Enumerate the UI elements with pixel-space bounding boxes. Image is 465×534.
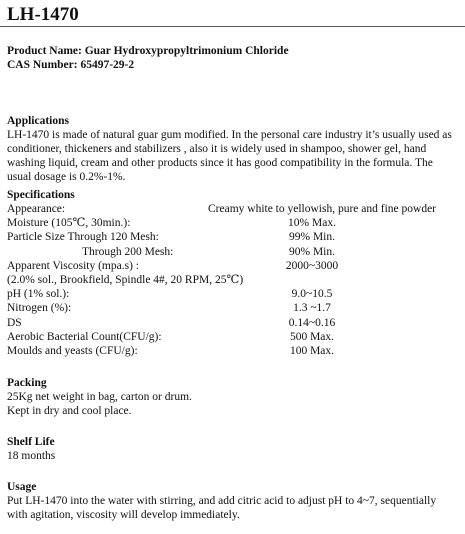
product-name: Product Name: Guar Hydroxypropyltrimonium Chloride xyxy=(7,45,289,57)
spec-label: Appearance: xyxy=(7,203,66,215)
spec-value: 1.3 ~1.7 xyxy=(293,302,331,315)
usage-section xyxy=(7,480,459,522)
spec-row xyxy=(7,259,459,273)
spec-value: 0.14~0.16 xyxy=(288,316,336,329)
spec-value: Creamy white to yellowish, pure and fine powder xyxy=(207,203,437,215)
spec-row xyxy=(7,316,459,330)
spec-row xyxy=(7,301,459,315)
packing-line: Kept in dry and cool place. xyxy=(7,405,132,417)
specifications-table xyxy=(7,202,459,358)
spec-value: 500 Max. xyxy=(289,330,335,343)
spec-label: Aerobic Bacterial Count(CFU/g): xyxy=(7,330,162,343)
shelf-life-heading: Shelf Life xyxy=(7,436,55,448)
applications-text: LH-1470 is made of natural guar gum modified. In the personal care industry it’s usually used as conditioner, thickeners and stabilizers , also it is widely used in shampoo, shower gel, hand washing liquid, cream and other products since it has good compatibility in the formula. The usual dosage is 0.2%-1%. xyxy=(7,129,452,183)
document-header xyxy=(7,4,459,26)
spec-label: Particle Size Through 120 Mesh: xyxy=(7,231,159,244)
spec-row xyxy=(7,245,459,259)
usage-heading: Usage xyxy=(7,481,37,493)
spec-value: 2000~3000 xyxy=(285,259,339,272)
spec-value: 90% Min. xyxy=(289,245,335,258)
spec-label: Moisture (105℃, 30min.): xyxy=(7,217,131,230)
packing-line: 25Kg net weight in bag, carton or drum. xyxy=(7,391,192,403)
packing-section xyxy=(7,376,459,418)
shelf-life-text: 18 months xyxy=(7,450,56,462)
spec-label: Apparent Viscosity (mpa.s) : xyxy=(7,259,139,272)
spec-label: Moulds and yeasts (CFU/g): xyxy=(7,344,138,357)
document-title: LH-1470 xyxy=(7,4,79,25)
spec-value: 100 Max. xyxy=(289,344,335,357)
product-info xyxy=(7,44,459,72)
spec-row xyxy=(7,202,459,216)
applications-heading: Applications xyxy=(7,115,69,127)
spec-row xyxy=(7,216,459,230)
applications-section xyxy=(7,114,459,184)
specifications-heading: Specifications xyxy=(7,189,75,201)
shelf-life-section xyxy=(7,435,459,463)
spec-value: 99% Min. xyxy=(289,231,335,244)
packing-heading: Packing xyxy=(7,377,47,389)
spec-label: pH (1% sol.): xyxy=(7,288,70,301)
spec-value: 9.0~10.5 xyxy=(291,288,333,301)
specifications-section xyxy=(7,188,459,358)
spec-row xyxy=(7,230,459,244)
title-divider xyxy=(0,26,465,27)
usage-text: Put LH-1470 into the water with stirring, and add citric acid to adjust pH to 4~7, sequentially with agitation, viscosity will develop immediately. xyxy=(7,495,437,521)
spec-row xyxy=(7,330,459,344)
cas-number: CAS Number: 65497-29-2 xyxy=(7,59,135,71)
spec-row xyxy=(7,344,459,358)
spec-value: 10% Max. xyxy=(288,217,336,230)
spec-row xyxy=(7,273,459,287)
spec-label: Nitrogen (%): xyxy=(7,302,72,315)
spec-label: Through 200 Mesh: xyxy=(82,245,174,258)
spec-label: (2.0% sol., Brookfield, Spindle 4#, 20 RPM, 25℃) xyxy=(7,273,244,286)
spec-row xyxy=(7,287,459,301)
spec-label: DS xyxy=(7,316,22,329)
